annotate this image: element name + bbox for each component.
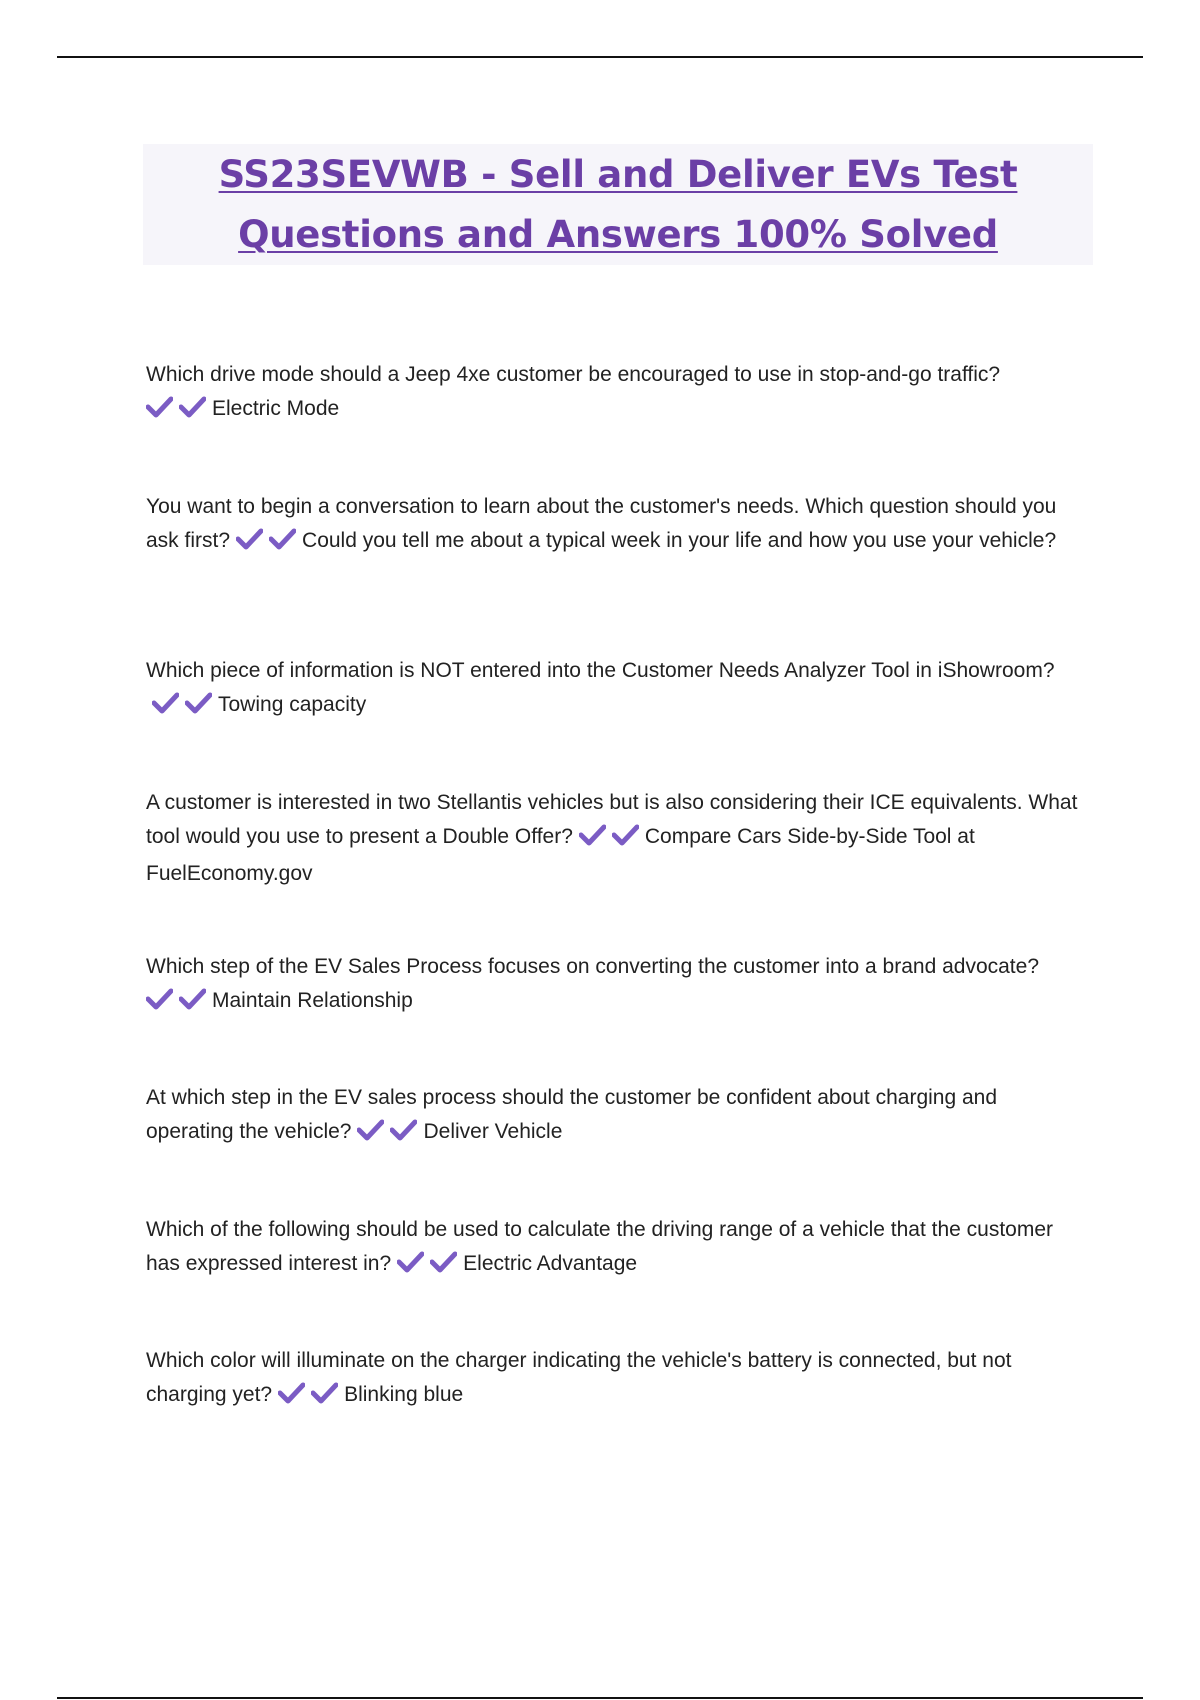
question-text: A customer is interested in two Stellantis vehicles but is also considering their ICE equivalents. What tool would you use to present a Double Offer? [146,791,1078,848]
document-title [219,145,1018,265]
check-mark-icon [397,1251,424,1273]
check-mark-icon [152,692,179,714]
bottom-divider [57,1697,1143,1699]
answer-text: Blinking blue [344,1383,464,1406]
check-mark-icon [179,396,206,418]
title-banner [143,144,1093,265]
question-text: Which drive mode should a Jeep 4xe customer be encouraged to use in stop-and-go traffic? [146,363,1001,386]
qa-item [146,358,1086,429]
question-text: Which of the following should be used to calculate the driving range of a vehicle that the customer has expressed interest in? [146,1218,1054,1275]
question-text: At which step in the EV sales process should the customer be confident about charging and operating the vehicle? [146,1086,998,1143]
qa-item [146,1213,1086,1284]
answer-marker [146,987,206,1021]
check-mark-icon [269,528,296,550]
check-mark-icon [390,1119,417,1141]
answer-text: Towing capacity [218,693,367,716]
answer-marker [397,1250,457,1284]
answer-text: Electric Advantage [463,1252,638,1275]
answer-text: Could you tell me about a typical week in your life and how you use your vehicle? [302,529,1057,552]
qa-item [146,654,1086,725]
check-mark-icon [612,824,639,846]
qa-item [146,786,1086,891]
qa-item [146,1344,1086,1415]
check-mark-icon [146,396,173,418]
answer-marker [278,1381,338,1415]
answer-text: Electric Mode [212,397,340,420]
answer-marker [152,691,212,725]
title-line-2: Questions and Answers 100% Solved [238,212,998,256]
answer-text: Maintain Relationship [212,989,413,1012]
check-mark-icon [278,1382,305,1404]
check-mark-icon [185,692,212,714]
answer-marker [357,1118,417,1152]
answer-marker [579,823,639,857]
check-mark-icon [236,528,263,550]
question-text: Which color will illuminate on the charger indicating the vehicle's battery is connected, but not charging yet? [146,1349,1012,1406]
qa-item [146,490,1086,561]
check-mark-icon [357,1119,384,1141]
question-text: Which step of the EV Sales Process focuses on converting the customer into a brand advocate? [146,955,1039,978]
check-mark-icon [179,988,206,1010]
check-mark-icon [311,1382,338,1404]
check-mark-icon [579,824,606,846]
answer-marker [146,395,206,429]
check-mark-icon [146,988,173,1010]
answer-marker [236,527,296,561]
question-text: You want to begin a conversation to learn about the customer's needs. Which question should you ask first? [146,495,1057,552]
top-divider [57,56,1143,58]
check-mark-icon [430,1251,457,1273]
question-text: Which piece of information is NOT entered into the Customer Needs Analyzer Tool in iShowroom? [146,659,1055,682]
answer-text: Compare Cars Side-by-Side Tool at FuelEconomy.gov [146,825,975,885]
title-line-1: SS23SEVWB - Sell and Deliver EVs Test [218,152,1018,196]
qa-item [146,1081,1086,1152]
qa-item [146,950,1086,1021]
answer-text: Deliver Vehicle [423,1120,563,1143]
